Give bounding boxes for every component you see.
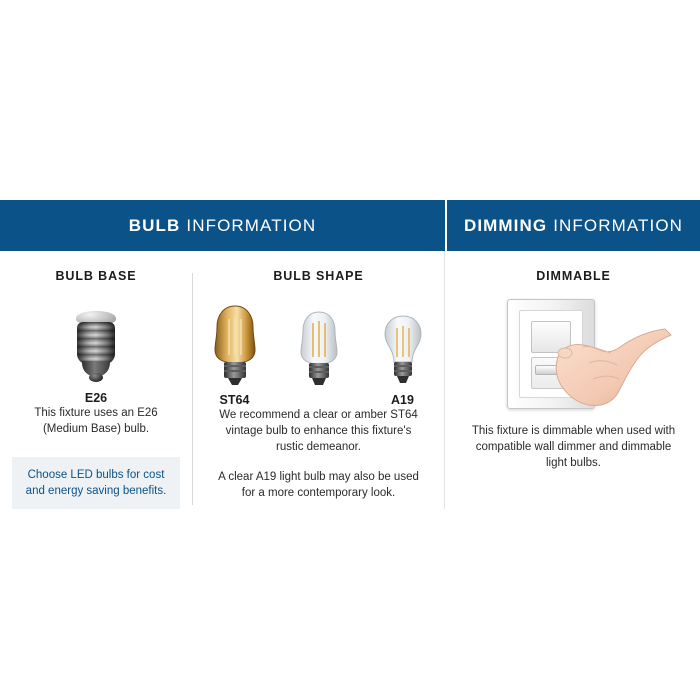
bulb-shape-label-a19: A19 [391,393,414,407]
bulb-screw-base-icon [69,311,123,383]
bulb-shape-label-middle [288,393,350,407]
bulb-shape-labels [193,393,444,407]
bulb-base-column [0,269,192,509]
bulb-base-title: BULB BASE [55,269,137,283]
bulb-information-body [0,251,445,509]
dimming-information-header [447,200,700,251]
bulb-header-strong: BULB [128,215,181,235]
dimming-information-panel [447,200,700,471]
bulb-base-label: E26 [84,391,108,405]
bulb-shape-column [193,269,444,509]
bulb-base-art-row [0,297,192,383]
dimming-header-light: INFORMATION [553,215,684,235]
dimming-information-body [447,251,700,471]
bulb-item-st64-amber [204,303,266,389]
dimmable-title: DIMMABLE [536,269,611,283]
st64-clear-bulb-icon [293,309,345,389]
bulb-information-header [0,200,445,251]
bulb-base-caption: This fixture uses an E26 (Medium Base) bulb. [34,407,158,435]
a19-clear-bulb-icon [379,313,427,389]
pointing-hand-icon [553,301,673,409]
wall-dimmer-switch-with-hand-icon [479,297,669,409]
bulb-shape-title: BULB SHAPE [273,269,364,283]
bulb-header-light: INFORMATION [186,215,317,235]
bulb-shape-art-row [193,297,444,389]
bulb-information-panel [0,200,445,509]
st64-amber-bulb-icon [207,303,263,389]
bulb-item-st64-clear [288,309,350,389]
bulb-shape-label-st64: ST64 [219,393,250,407]
dimming-header-strong: DIMMING [463,215,548,235]
bulb-item-a19 [372,313,434,389]
bulb-shape-caption-secondary: A clear A19 light bulb may also be used for a more contemporary look. [218,471,419,499]
bulb-shape-caption-primary: We recommend a clear or amber ST64 vintage bulb to enhance this fixture's rustic demeanor. [219,409,418,453]
led-tip-box: Choose LED bulbs for cost and energy saving benefits. [12,457,180,509]
dimmable-caption: This fixture is dimmable when used with compatible wall dimmer and dimmable light bulbs. [471,425,676,469]
